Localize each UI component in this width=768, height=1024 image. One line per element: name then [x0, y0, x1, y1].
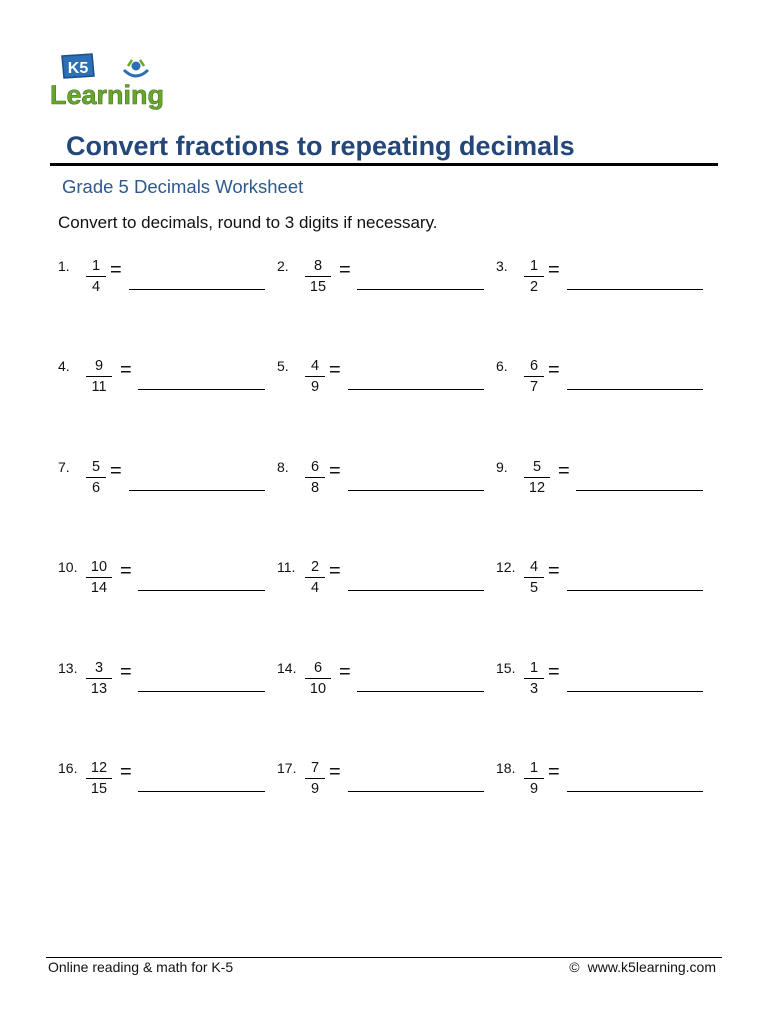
fraction-denominator: 12: [528, 480, 546, 496]
fraction: [86, 559, 112, 596]
fraction-numerator: 1: [529, 660, 539, 676]
problem-item: [277, 358, 487, 418]
equals-sign: =: [548, 761, 560, 783]
problem-number: 7.: [58, 459, 70, 475]
equals-sign: =: [339, 661, 351, 683]
fraction-denominator: 4: [310, 580, 320, 596]
problem-item: [496, 258, 706, 318]
answer-blank[interactable]: [348, 490, 484, 491]
fraction-bar: [86, 577, 112, 578]
fraction-bar: [524, 577, 544, 578]
fraction: [524, 660, 544, 697]
fraction-numerator: 7: [310, 760, 320, 776]
answer-blank[interactable]: [567, 289, 703, 290]
fraction-denominator: 9: [310, 379, 320, 395]
problem-item: [58, 660, 268, 720]
problem-item: [58, 258, 268, 318]
fraction-numerator: 2: [310, 559, 320, 575]
copyright-icon: ©: [569, 959, 580, 975]
fraction-denominator: 6: [91, 480, 101, 496]
fraction-numerator: 4: [529, 559, 539, 575]
fraction-denominator: 11: [91, 379, 107, 395]
fraction-bar: [524, 477, 550, 478]
fraction: [86, 358, 112, 395]
problem-number: 11.: [277, 559, 296, 575]
problem-number: 4.: [58, 358, 70, 374]
problem-item: [496, 660, 706, 720]
fraction: [305, 258, 331, 295]
equals-sign: =: [110, 460, 122, 482]
answer-blank[interactable]: [567, 691, 703, 692]
equals-sign: =: [120, 661, 132, 683]
answer-blank[interactable]: [576, 490, 703, 491]
equals-sign: =: [548, 359, 560, 381]
fraction-numerator: 1: [529, 258, 539, 274]
fraction-denominator: 9: [310, 781, 320, 797]
fraction-bar: [305, 778, 325, 779]
fraction-bar: [524, 778, 544, 779]
equals-sign: =: [329, 359, 341, 381]
equals-sign: =: [329, 761, 341, 783]
problem-item: [496, 459, 706, 519]
fraction-numerator: 5: [532, 459, 542, 475]
answer-blank[interactable]: [138, 590, 265, 591]
equals-sign: =: [548, 661, 560, 683]
fraction-numerator: 10: [90, 559, 108, 575]
fraction-bar: [86, 678, 112, 679]
problem-number: 14.: [277, 660, 297, 676]
fraction: [86, 660, 112, 697]
problem-number: 13.: [58, 660, 78, 676]
fraction-numerator: 6: [310, 459, 320, 475]
footer-website: [569, 959, 716, 975]
answer-blank[interactable]: [348, 791, 484, 792]
fraction-bar: [524, 276, 544, 277]
equals-sign: =: [329, 560, 341, 582]
equals-sign: =: [120, 560, 132, 582]
fraction-denominator: 2: [529, 279, 539, 295]
problem-item: [58, 760, 268, 820]
fraction-denominator: 10: [309, 681, 327, 697]
worksheet-subtitle: Grade 5 Decimals Worksheet: [62, 176, 304, 197]
answer-blank[interactable]: [138, 691, 265, 692]
fraction: [524, 760, 544, 797]
equals-sign: =: [110, 259, 122, 281]
fraction-denominator: 14: [90, 580, 108, 596]
page-title: Convert fractions to repeating decimals: [66, 131, 575, 161]
fraction-bar: [305, 577, 325, 578]
footer-divider: [46, 957, 722, 958]
equals-sign: =: [548, 560, 560, 582]
problem-item: [58, 559, 268, 619]
fraction-numerator: 4: [310, 358, 320, 374]
equals-sign: =: [558, 460, 570, 482]
problem-item: [58, 459, 268, 519]
fraction: [305, 358, 325, 395]
answer-blank[interactable]: [567, 791, 703, 792]
fraction: [524, 559, 544, 596]
answer-blank[interactable]: [567, 590, 703, 591]
fraction-numerator: 12: [90, 760, 108, 776]
problem-number: 15.: [496, 660, 516, 676]
fraction-numerator: 6: [529, 358, 539, 374]
problem-item: [277, 559, 487, 619]
problem-item: [277, 459, 487, 519]
problem-number: 17.: [277, 760, 297, 776]
fraction-denominator: 15: [309, 279, 327, 295]
problem-number: 9.: [496, 459, 508, 475]
fraction: [305, 559, 325, 596]
fraction: [524, 358, 544, 395]
fraction-numerator: 1: [91, 258, 101, 274]
fraction-denominator: 8: [310, 480, 320, 496]
problem-number: 5.: [277, 358, 289, 374]
answer-blank[interactable]: [138, 791, 265, 792]
fraction-bar: [86, 276, 106, 277]
fraction-bar: [86, 778, 112, 779]
fraction-denominator: 3: [529, 681, 539, 697]
fraction-numerator: 6: [313, 660, 323, 676]
fraction-numerator: 3: [94, 660, 104, 676]
fraction-denominator: 7: [529, 379, 539, 395]
problem-item: [496, 760, 706, 820]
problem-number: 10.: [58, 559, 78, 575]
answer-blank[interactable]: [129, 490, 265, 491]
problem-number: 8.: [277, 459, 289, 475]
fraction-numerator: 1: [529, 760, 539, 776]
fraction-denominator: 4: [91, 279, 101, 295]
fraction: [86, 760, 112, 797]
problem-number: 3.: [496, 258, 508, 274]
fraction: [524, 459, 550, 496]
problem-number: 2.: [277, 258, 289, 274]
fraction-bar: [305, 376, 325, 377]
problem-item: [58, 358, 268, 418]
fraction-bar: [524, 678, 544, 679]
logo-learning-text: Learning: [50, 80, 165, 110]
fraction: [86, 459, 106, 496]
problem-item: [277, 258, 487, 318]
equals-sign: =: [339, 259, 351, 281]
problem-number: 1.: [58, 258, 70, 274]
problem-item: [496, 559, 706, 619]
answer-blank[interactable]: [348, 389, 484, 390]
problem-item: [277, 660, 487, 720]
problem-item: [277, 760, 487, 820]
fraction-numerator: 5: [91, 459, 101, 475]
fraction-denominator: 13: [90, 681, 108, 697]
answer-blank[interactable]: [357, 691, 484, 692]
fraction-bar: [86, 477, 106, 478]
fraction-denominator: 9: [529, 781, 539, 797]
answer-blank[interactable]: [348, 590, 484, 591]
equals-sign: =: [120, 761, 132, 783]
answer-blank[interactable]: [129, 289, 265, 290]
fraction-bar: [86, 376, 112, 377]
fraction: [86, 258, 106, 295]
footer-url: www.k5learning.com: [587, 959, 716, 975]
fraction-denominator: 5: [529, 580, 539, 596]
fraction-numerator: 8: [313, 258, 323, 274]
problem-number: 16.: [58, 760, 78, 776]
problem-number: 6.: [496, 358, 508, 374]
problem-item: [496, 358, 706, 418]
fraction-bar: [524, 376, 544, 377]
fraction-bar: [305, 276, 331, 277]
logo-k5-text: K5: [67, 60, 89, 77]
fraction: [305, 459, 325, 496]
instructions-text: Convert to decimals, round to 3 digits if necessary.: [58, 213, 438, 232]
fraction-denominator: 15: [90, 781, 108, 797]
equals-sign: =: [329, 460, 341, 482]
fraction: [305, 760, 325, 797]
problem-number: 18.: [496, 760, 516, 776]
answer-blank[interactable]: [138, 389, 265, 390]
answer-blank[interactable]: [567, 389, 703, 390]
answer-blank[interactable]: [357, 289, 484, 290]
problem-number: 12.: [496, 559, 516, 575]
footer-tagline: Online reading & math for K-5: [48, 959, 234, 975]
fraction: [524, 258, 544, 295]
equals-sign: =: [548, 259, 560, 281]
fraction-numerator: 9: [94, 358, 104, 374]
fraction-bar: [305, 477, 325, 478]
equals-sign: =: [120, 359, 132, 381]
fraction-bar: [305, 678, 331, 679]
fraction: [305, 660, 331, 697]
